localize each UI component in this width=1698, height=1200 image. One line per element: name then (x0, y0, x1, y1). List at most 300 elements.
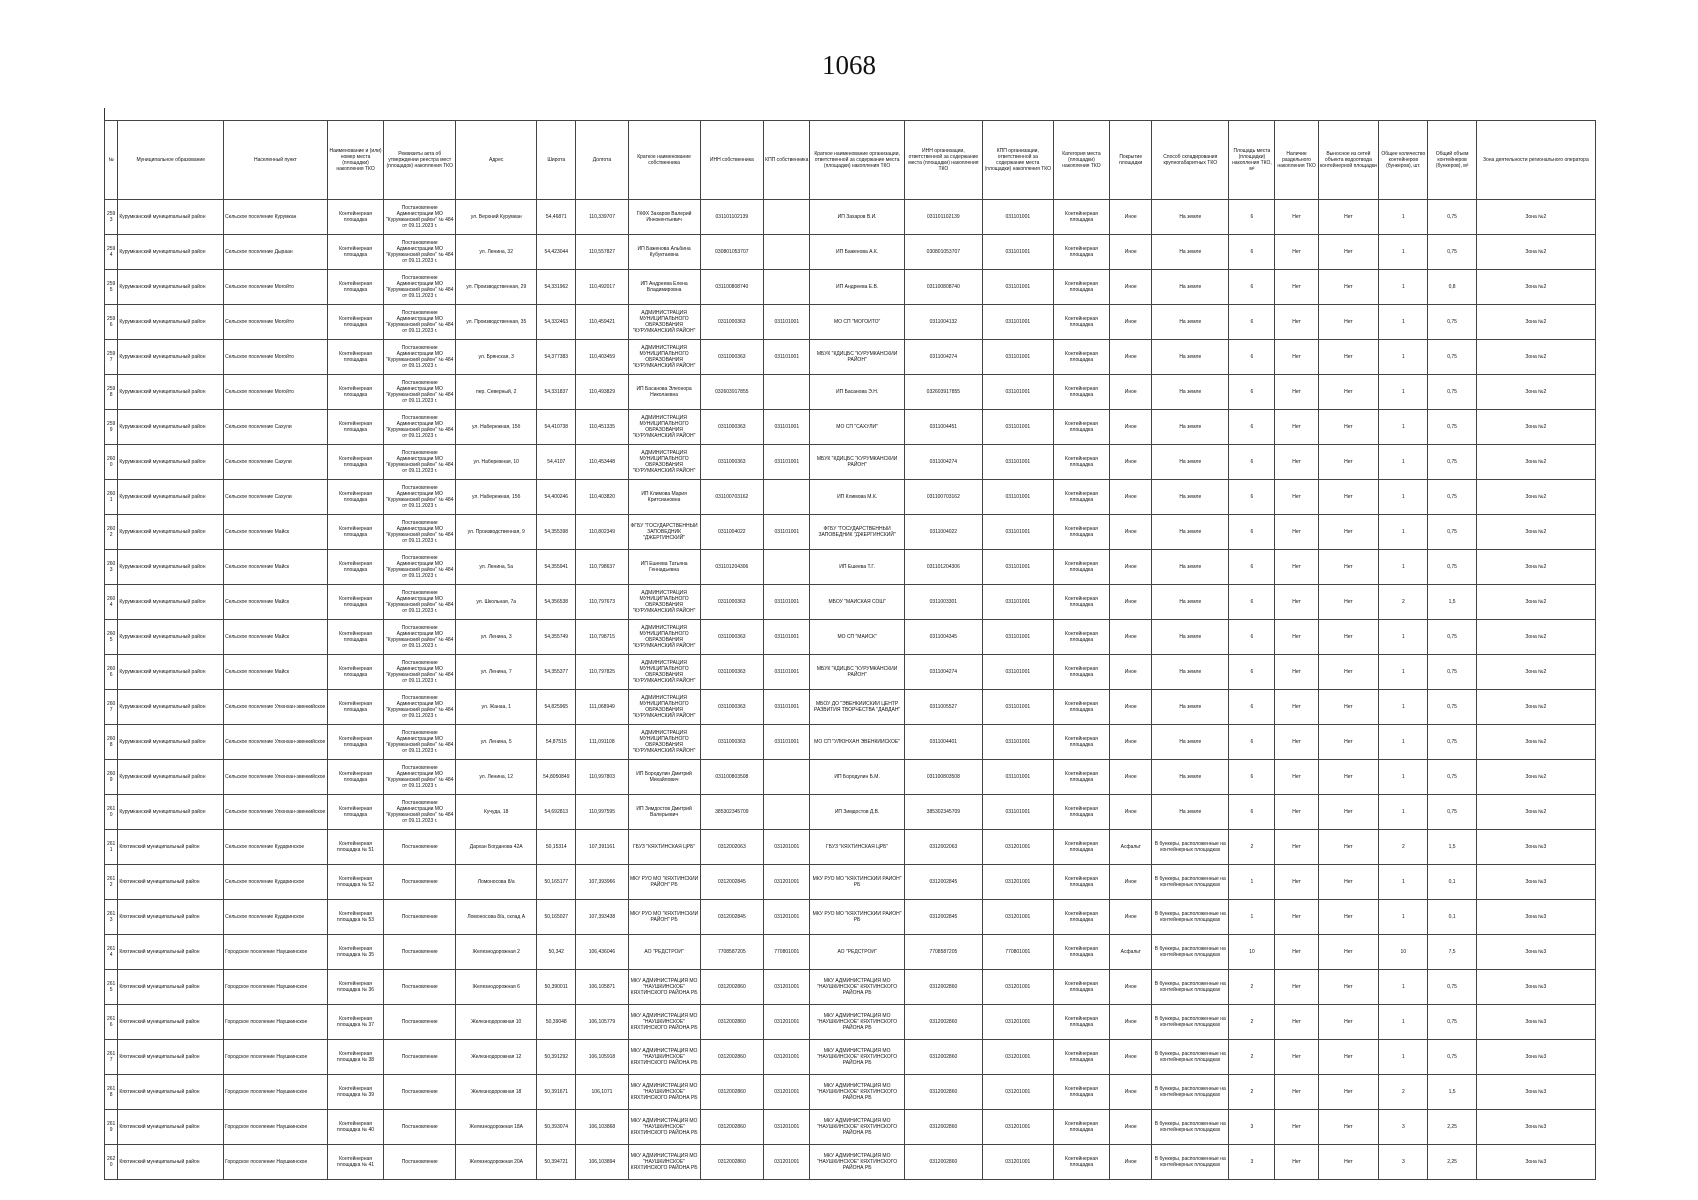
cell-text: ул. Производственная, 35 (466, 319, 527, 325)
cell-text: Нет (1344, 529, 1353, 535)
table-cell (327, 935, 383, 970)
cell-text: 6 (1250, 389, 1254, 395)
cell-text: 0311000363 (718, 354, 746, 360)
cell-text: 0311004022 (718, 529, 746, 535)
table-cell (1229, 655, 1275, 690)
cell-text: Железнодорожная 18А (469, 1124, 523, 1130)
cell-text: 0311004132 (929, 319, 958, 325)
cell-text: Нет (1292, 704, 1301, 710)
table-cell (224, 1005, 328, 1040)
table-cell (1476, 200, 1595, 235)
cell-text: Нет (1344, 494, 1353, 500)
cell-text: МБОУ "МАЙСКАЯ СОШ" (828, 599, 886, 605)
cell-text: МБУК "КДИЦБС "КУРУМКАНСКИЙ РАЙОН" (816, 456, 898, 468)
cell-text: ФГБУ "ГОСУДАРСТВЕННЫЙ ЗАПОВЕДНИК "ДЖЕРГИНСКИЙ" (630, 523, 698, 541)
cell-text: 031101001 (774, 459, 800, 465)
cell-text: Контейнерная площадка (339, 526, 372, 538)
cell-text: пер. Северный, 2 (476, 389, 517, 395)
table-cell (576, 690, 628, 725)
cell-text: 54,410738 (544, 424, 569, 430)
table-cell (764, 655, 810, 690)
cell-text: Постановление Администрации МО "Курумканский район" № 484 от 09.11.2023 г. (386, 625, 454, 649)
table-cell (1476, 375, 1595, 410)
table-cell (1053, 1110, 1109, 1145)
cell-text: ГБУЗ "КЯХТИНСКАЯ ЦРБ" (632, 844, 696, 850)
table-cell (982, 830, 1053, 865)
cell-text: Контейнерная площадка (1065, 456, 1098, 468)
cell-text: 110,492017 (588, 284, 615, 290)
cell-text: Контейнерная площадка (339, 456, 372, 468)
cell-text: ИП Бородулин Б.М. (834, 774, 880, 780)
cell-text: 54,400246 (544, 494, 569, 500)
table-cell (1229, 1110, 1275, 1145)
cell-text: 106,105871 (588, 984, 616, 990)
cell-text: Зона №3 (1525, 1089, 1547, 1095)
table-cell (764, 1005, 810, 1040)
cell-text: Железнодорожная 20А (469, 1159, 523, 1165)
table-cell (904, 1075, 982, 1110)
table-cell (700, 970, 764, 1005)
cell-text: Контейнерная площадка (339, 316, 372, 328)
table-row (105, 305, 1596, 340)
cell-text: Иное (1124, 319, 1137, 325)
cell-text: 1 (1401, 424, 1405, 430)
cell-text: ИП Климова Мария Критсиановна (641, 491, 687, 503)
table-cell (105, 1005, 118, 1040)
table-cell (1428, 480, 1476, 515)
table-cell (1152, 375, 1229, 410)
table-cell (1229, 480, 1275, 515)
table-cell (1318, 480, 1379, 515)
table-cell (1053, 550, 1109, 585)
table-cell (628, 410, 700, 445)
table-cell (700, 375, 764, 410)
cell-text: Контейнерная площадка (1065, 316, 1098, 328)
cell-text: На земле (1179, 319, 1202, 325)
table-cell (1379, 725, 1428, 760)
cell-text: ул. Ленина, 3 (480, 634, 512, 640)
cell-text: Зона №2 (1525, 529, 1547, 535)
column-header: Покрытие площадки (1110, 121, 1152, 200)
cell-text: 1 (1401, 389, 1405, 395)
table-cell (118, 1005, 224, 1040)
table-cell (628, 200, 700, 235)
cell-text: 0,75 (1447, 424, 1457, 430)
table-cell (1379, 690, 1428, 725)
cell-text: 0,75 (1447, 774, 1457, 780)
cell-text: 0312002860 (929, 1019, 958, 1025)
table-cell (537, 970, 576, 1005)
cell-text: 0,75 (1447, 529, 1457, 535)
cell-text: Нет (1292, 249, 1301, 255)
table-cell (576, 585, 628, 620)
cell-text: Зона №3 (1525, 844, 1547, 850)
table-cell (224, 935, 328, 970)
table-cell (764, 795, 810, 830)
cell-text: 031201001 (774, 1019, 800, 1025)
cell-text: 031201001 (1005, 1089, 1031, 1095)
table-cell (384, 1040, 456, 1075)
cell-text: 0,75 (1447, 459, 1457, 465)
table-cell (1379, 1075, 1428, 1110)
table-cell (118, 1040, 224, 1075)
table-row (105, 795, 1596, 830)
table-cell (456, 795, 537, 830)
cell-text: Постановление Администрации МО "Курумканский район" № 484 от 09.11.2023 г. (386, 205, 454, 229)
table-cell (384, 865, 456, 900)
table-cell (576, 340, 628, 375)
cell-text: 031100703162 (715, 494, 749, 500)
cell-text: ИП Ешеева Татьяна Геннадьевна (640, 561, 688, 573)
cell-text: Нет (1292, 914, 1301, 920)
table-cell (384, 900, 456, 935)
table-cell (456, 375, 537, 410)
table-row (105, 1040, 1596, 1075)
table-cell (576, 480, 628, 515)
table-cell (700, 655, 764, 690)
cell-text: 3 (1401, 1159, 1405, 1165)
cell-text: 6 (1250, 564, 1254, 570)
table-cell (537, 480, 576, 515)
cell-text: 2597 (107, 351, 116, 363)
cell-text: Нет (1344, 564, 1353, 570)
table-cell (628, 235, 700, 270)
table-cell (1229, 1005, 1275, 1040)
cell-text: Курумканский муниципальный район (119, 529, 206, 535)
cell-text: ИП Басанова Элеонора Николаевна (636, 386, 692, 398)
cell-text: 111,068949 (589, 704, 615, 710)
cell-text: Нет (1292, 389, 1301, 395)
cell-text: МО СП "УЛЮНХАН ЭВЕНКИЙСКОЕ" (814, 739, 901, 745)
cell-text: Кяхтинский муниципальный район (119, 1054, 200, 1060)
table-cell (628, 375, 700, 410)
table-header-row (105, 121, 1596, 200)
table-cell (1428, 1075, 1476, 1110)
table-row (105, 515, 1596, 550)
cell-text: МБОУ ДО "ЭВЕНКИЙСКИЙ ЦЕНТР РАЗВИТИЯ ТВОРЧЕСТВА "ДАВДАН" (814, 701, 901, 713)
table-cell (810, 795, 904, 830)
table-cell (700, 585, 764, 620)
cell-text: МБУК "КДИЦБС "КУРУМКАНСКИЙ РАЙОН" (816, 666, 898, 678)
table-cell (384, 550, 456, 585)
table-cell (810, 1005, 904, 1040)
column-header: Наименование и (или) номер места (площадки) накопления ТКО (327, 121, 383, 200)
table-cell (1152, 1110, 1229, 1145)
cell-text: Контейнерная площадка № 37 (337, 1016, 375, 1028)
table-cell (1152, 935, 1229, 970)
cell-text: 6 (1250, 634, 1254, 640)
cell-text: 0,75 (1447, 354, 1457, 360)
table-cell (764, 480, 810, 515)
table-cell (105, 200, 118, 235)
cell-text: ИП Бородулин Дмитрий Михайлович (636, 771, 692, 783)
table-cell (118, 725, 224, 760)
cell-text: 1 (1401, 739, 1405, 745)
cell-text: 50,15314 (545, 844, 567, 850)
cell-text: Контейнерная площадка (1065, 386, 1098, 398)
cell-text: Контейнерная площадка (1065, 1086, 1098, 1098)
cell-text: Нет (1292, 949, 1301, 955)
table-cell (628, 970, 700, 1005)
cell-text: Постановление (401, 1019, 438, 1025)
table-cell (810, 585, 904, 620)
cell-text: 50,391671 (544, 1089, 569, 1095)
table-cell (1379, 515, 1428, 550)
cell-text: 2618 (107, 1086, 116, 1098)
cell-text: В бункеры, расположенные на контейнерных площадках (1154, 1016, 1226, 1028)
cell-text: МО СП "МОГОЙТО" (833, 319, 881, 325)
table-cell (576, 900, 628, 935)
table-cell (105, 480, 118, 515)
table-cell (764, 935, 810, 970)
cell-text: 031101001 (1005, 494, 1031, 500)
table-cell (810, 550, 904, 585)
cell-text: МКУ РУО МО "КЯХТИНСКИЙ РАЙОН" РБ (812, 911, 902, 923)
table-cell (384, 585, 456, 620)
table-cell (982, 305, 1053, 340)
cell-text: 106,1071 (591, 1089, 613, 1095)
cell-text: Иное (1124, 914, 1137, 920)
cell-text: Зона №2 (1525, 424, 1547, 430)
table-cell (1275, 1040, 1318, 1075)
table-cell (1110, 200, 1152, 235)
cell-text: 0,75 (1447, 669, 1457, 675)
table-cell (1476, 340, 1595, 375)
table-cell (628, 655, 700, 690)
table-cell (576, 725, 628, 760)
table-row (105, 235, 1596, 270)
table-cell (1053, 1040, 1109, 1075)
cell-text: Нет (1292, 1089, 1301, 1095)
table-cell (384, 690, 456, 725)
cell-text: Зона №3 (1525, 1124, 1547, 1130)
column-header: Площадь места (площадки) накопления ТКО, м² (1229, 121, 1275, 200)
cell-text: 0,75 (1447, 1019, 1457, 1025)
table-row (105, 935, 1596, 970)
cell-text: 0,75 (1447, 389, 1457, 395)
table-cell (904, 900, 982, 935)
table-cell (105, 1145, 118, 1180)
cell-text: ул. Ленина, 12 (479, 774, 513, 780)
cell-text: ул. Ленина, 5 (480, 739, 512, 745)
table-cell (1318, 970, 1379, 1005)
table-cell (1318, 235, 1379, 270)
cell-text: Контейнерная площадка № 53 (337, 911, 375, 923)
cell-text: Иное (1124, 739, 1137, 745)
table-cell (904, 760, 982, 795)
cell-text: Нет (1344, 949, 1353, 955)
cell-text: 031201001 (774, 844, 800, 850)
cell-text: Железнодорожная 2 (472, 949, 520, 955)
table-cell (1110, 760, 1152, 795)
table-cell (904, 830, 982, 865)
cell-text: Курумканский муниципальный район (119, 564, 206, 570)
table-cell (118, 865, 224, 900)
cell-text: 54,423044 (544, 249, 569, 255)
table-cell (327, 1110, 383, 1145)
table-cell (1229, 515, 1275, 550)
table-cell (1476, 550, 1595, 585)
table-cell (982, 410, 1053, 445)
table-cell (1275, 690, 1318, 725)
table-cell (1476, 620, 1595, 655)
table-cell (1318, 900, 1379, 935)
cell-text: МКУ АДМИНИСТРАЦИЯ МО "НАУШКИНСКОЕ" КЯХТИНСКОГО РАЙОНА РБ (817, 1048, 898, 1066)
table-cell (904, 550, 982, 585)
cell-text: Сельское поселение Могойто (225, 319, 294, 325)
cell-text: 54,331962 (544, 284, 569, 290)
cell-text: 2600 (107, 456, 116, 468)
cell-text: 110,403459 (588, 354, 615, 360)
cell-text: 0,75 (1447, 319, 1457, 325)
cell-text: 1 (1401, 459, 1405, 465)
cell-text: АДМИНИСТРАЦИЯ МУНИЦИПАЛЬНОГО ОБРАЗОВАНИЯ "КУРУМКАНСКИЙ РАЙОН" (632, 695, 696, 719)
cell-text: 54,356538 (544, 599, 569, 605)
table-cell (537, 1005, 576, 1040)
table-cell (576, 1075, 628, 1110)
table-cell (1275, 305, 1318, 340)
table-cell (810, 725, 904, 760)
table-cell (327, 900, 383, 935)
table-cell (384, 270, 456, 305)
table-cell (1053, 270, 1109, 305)
table-cell (982, 375, 1053, 410)
table-cell (764, 620, 810, 655)
cell-text: 50,342 (548, 949, 564, 955)
cell-text: Сельское поселение Майск (225, 599, 290, 605)
table-cell (1428, 865, 1476, 900)
cell-text: Зона №3 (1525, 1159, 1547, 1165)
cell-text: Зона №2 (1525, 599, 1547, 605)
cell-text: 110,797825 (588, 669, 615, 675)
cell-text: Постановление Администрации МО "Курумканский район" № 484 от 09.11.2023 г. (386, 695, 454, 719)
cell-text: 3 (1401, 1124, 1405, 1130)
cell-text: Нет (1344, 214, 1353, 220)
cell-text: Зона №2 (1525, 284, 1547, 290)
cell-text: ИП Андреева Елена Владимировна (640, 281, 688, 293)
cell-text: 031201001 (1005, 984, 1031, 990)
column-header: Выносное из сетей объекта водоотвода контейнерной площадки (1318, 121, 1379, 200)
table-cell (1053, 235, 1109, 270)
cell-text: АДМИНИСТРАЦИЯ МУНИЦИПАЛЬНОГО ОБРАЗОВАНИЯ "КУРУМКАНСКИЙ РАЙОН" (632, 450, 696, 474)
table-row (105, 620, 1596, 655)
cell-text: 385302345709 (926, 809, 961, 815)
cell-text: 2609 (107, 771, 116, 783)
table-cell (1152, 550, 1229, 585)
cell-text: 031101001 (774, 669, 800, 675)
cell-text: Сельское поселение Майск (225, 564, 290, 570)
table-cell (456, 550, 537, 585)
cell-text: Контейнерная площадка (1065, 666, 1098, 678)
cell-text: ул. Ленина, 32 (479, 249, 513, 255)
cell-text: 1 (1250, 914, 1254, 920)
table-cell (904, 480, 982, 515)
table-cell (700, 445, 764, 480)
table-cell (1229, 1075, 1275, 1110)
cell-text: Нет (1292, 844, 1301, 850)
cell-text: Постановление Администрации МО "Курумканский район" № 484 от 09.11.2023 г. (386, 310, 454, 334)
table-cell (700, 725, 764, 760)
table-cell (904, 1005, 982, 1040)
cell-text: На земле (1179, 739, 1202, 745)
cell-text: Контейнерная площадка (1065, 211, 1098, 223)
cell-text: На земле (1179, 774, 1202, 780)
table-cell (1318, 305, 1379, 340)
table-cell (537, 305, 576, 340)
table-cell (224, 235, 328, 270)
cell-text: В бункеры, расположенные на контейнерных площадках (1154, 1051, 1226, 1063)
cell-text: АДМИНИСТРАЦИЯ МУНИЦИПАЛЬНОГО ОБРАЗОВАНИЯ "КУРУМКАНСКИЙ РАЙОН" (632, 625, 696, 649)
table-cell (1379, 270, 1428, 305)
cell-text: 0312002860 (929, 1089, 958, 1095)
cell-text: 1,5 (1448, 1089, 1456, 1095)
table-cell (456, 200, 537, 235)
cell-text: Контейнерная площадка (1065, 1156, 1098, 1168)
cell-text: 0312002860 (929, 984, 958, 990)
table-row (105, 375, 1596, 410)
cell-text: Нет (1344, 774, 1353, 780)
table-cell (982, 235, 1053, 270)
cell-text: Сельское поселение Кударинское (225, 914, 305, 920)
cell-text: Постановление Администрации МО "Курумканский район" № 484 от 09.11.2023 г. (386, 240, 454, 264)
cell-text: На земле (1179, 284, 1202, 290)
cell-text: Контейнерная площадка (339, 491, 372, 503)
cell-text: 031101001 (1005, 424, 1031, 430)
cell-text: Нет (1344, 249, 1353, 255)
cell-text: 031101001 (1005, 809, 1031, 815)
cell-text: Нет (1344, 984, 1353, 990)
cell-text: 0311000363 (718, 739, 746, 745)
cell-text: Контейнерная площадка (1065, 1121, 1098, 1133)
table-cell (1476, 1075, 1595, 1110)
cell-text: 0312002063 (717, 844, 746, 850)
table-cell (628, 1005, 700, 1040)
table-cell (1318, 725, 1379, 760)
table-cell (1379, 900, 1428, 935)
table-cell (537, 585, 576, 620)
cell-text: Курумканский муниципальный район (119, 669, 206, 675)
cell-text: Нет (1292, 319, 1301, 325)
cell-text: 031101001 (1005, 249, 1031, 255)
table-cell (105, 620, 118, 655)
cell-text: Постановление Администрации МО "Курумканский район" № 484 от 09.11.2023 г. (386, 415, 454, 439)
table-cell (327, 515, 383, 550)
cell-text: Городское поселение Наушкинское (225, 1019, 308, 1025)
cell-text: МКУ АДМИНИСТРАЦИЯ МО "НАУШКИНСКОЕ" КЯХТИНСКОГО РАЙОНА РБ (817, 978, 898, 996)
table-cell (384, 375, 456, 410)
table-cell (700, 410, 764, 445)
table-cell (764, 410, 810, 445)
table-cell (1428, 970, 1476, 1005)
table-cell (628, 935, 700, 970)
cell-text: 0312002860 (929, 1159, 958, 1165)
cell-text: ИП Захаров В.И. (837, 214, 877, 220)
cell-text: Курумканский муниципальный район (119, 389, 206, 395)
cell-text: МКУ АДМИНИСТРАЦИЯ МО "НАУШКИНСКОЕ" КЯХТИНСКОГО РАЙОНА РБ (817, 1083, 898, 1101)
cell-text: Курумканский муниципальный район (119, 599, 206, 605)
table-cell (1110, 375, 1152, 410)
cell-text: В бункеры, расположенные на контейнерных площадках (1154, 876, 1226, 888)
table-cell (1379, 935, 1428, 970)
cell-text: Курумканский муниципальный район (119, 249, 206, 255)
cell-text: 0311000363 (718, 704, 746, 710)
table-cell (810, 410, 904, 445)
cell-text: 54,87515 (545, 739, 567, 745)
cell-text: Нет (1344, 669, 1353, 675)
table-cell (982, 340, 1053, 375)
cell-text: 2611 (107, 841, 116, 853)
cell-text: 7708587205 (717, 949, 746, 955)
